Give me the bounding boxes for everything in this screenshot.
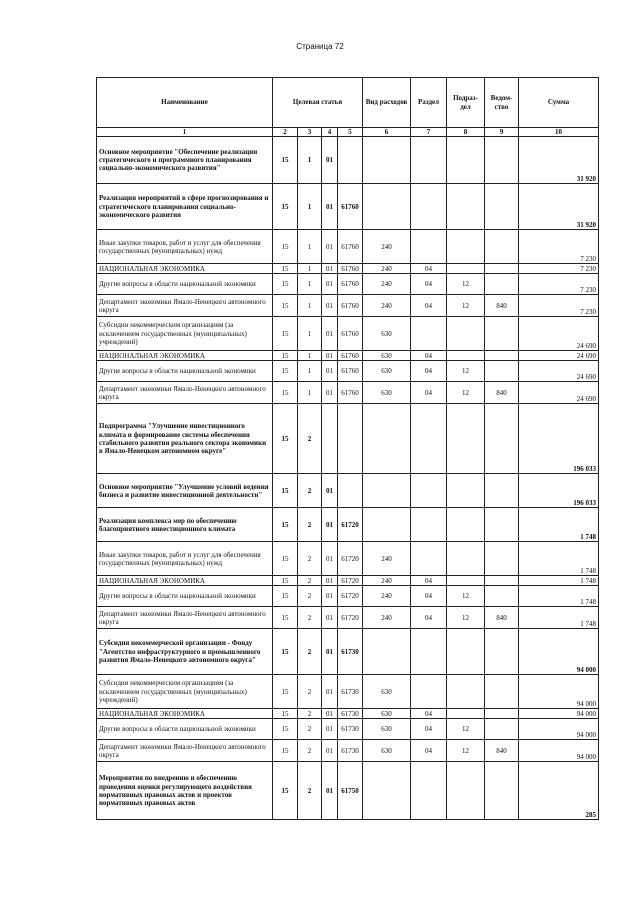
table-row xyxy=(97,508,599,542)
row-direction-code: 61750 xyxy=(338,762,363,820)
row-direction-code: 61760 xyxy=(338,382,363,404)
table-row xyxy=(97,361,599,382)
row-subprogram-code: 1 xyxy=(298,184,322,230)
row-sum: 94 000 xyxy=(519,629,599,675)
table-row xyxy=(97,264,599,274)
row-name: Основное мероприятие "Улучшение условий ведения бизнеса и развитие инвестиционной деятельности" xyxy=(97,474,273,508)
row-direction-code xyxy=(338,474,363,508)
row-subsection: 12 xyxy=(447,740,485,762)
row-department xyxy=(485,317,519,351)
table-row xyxy=(97,740,599,762)
row-program-code: 15 xyxy=(273,404,298,474)
row-department xyxy=(485,361,519,382)
row-name: Департамент экономики Ямало-Ненецкого автономного округа xyxy=(97,295,273,317)
row-department xyxy=(485,474,519,508)
row-department: 840 xyxy=(485,295,519,317)
row-name: Субсидии некоммерческим организациям (за исключением государственных (муниципальных) учреждений) xyxy=(97,675,273,709)
row-direction-code: 61730 xyxy=(338,719,363,740)
row-section: 04 xyxy=(411,709,447,719)
row-department xyxy=(485,629,519,675)
row-event-code: 01 xyxy=(322,264,338,274)
row-expense-type: 630 xyxy=(363,317,411,351)
row-name: Иные закупки товаров, работ и услуг для обеспечения государственных (муниципальных) нужд xyxy=(97,230,273,264)
row-expense-type: 240 xyxy=(363,274,411,295)
row-expense-type xyxy=(363,508,411,542)
row-name: Подпрограмма "Улучшение инвестиционного климата и формирование системы обеспечения стабильного развития реального сектора экономики в Ямало-Ненецком автономном округе" xyxy=(97,404,273,474)
row-department xyxy=(485,586,519,607)
header-subsection: Подраз-дел xyxy=(447,78,485,128)
row-direction-code: 61760 xyxy=(338,274,363,295)
row-expense-type: 240 xyxy=(363,607,411,629)
row-subsection xyxy=(447,576,485,586)
row-sum: 196 033 xyxy=(519,404,599,474)
row-subsection xyxy=(447,351,485,361)
row-direction-code: 61760 xyxy=(338,230,363,264)
table-row xyxy=(97,719,599,740)
row-department xyxy=(485,542,519,576)
table-row xyxy=(97,295,599,317)
row-subprogram-code: 2 xyxy=(298,586,322,607)
row-direction-code: 61760 xyxy=(338,184,363,230)
row-department xyxy=(485,274,519,295)
row-subsection: 12 xyxy=(447,382,485,404)
row-program-code: 15 xyxy=(273,382,298,404)
row-department: 840 xyxy=(485,382,519,404)
row-program-code: 15 xyxy=(273,607,298,629)
row-direction-code xyxy=(338,137,363,184)
row-section: 04 xyxy=(411,740,447,762)
row-expense-type: 240 xyxy=(363,542,411,576)
row-sum: 24 690 xyxy=(519,382,599,404)
header-sum: Сумма xyxy=(519,78,599,128)
row-event-code: 01 xyxy=(322,675,338,709)
row-subprogram-code: 1 xyxy=(298,361,322,382)
row-sum: 7 230 xyxy=(519,230,599,264)
table-row xyxy=(97,382,599,404)
row-event-code: 01 xyxy=(322,382,338,404)
header-section: Раздел xyxy=(411,78,447,128)
row-event-code: 01 xyxy=(322,762,338,820)
row-sum: 94 000 xyxy=(519,740,599,762)
row-subsection: 12 xyxy=(447,586,485,607)
row-expense-type xyxy=(363,762,411,820)
row-sum: 94 000 xyxy=(519,709,599,719)
row-subsection xyxy=(447,542,485,576)
row-name: Субсидии некоммерческим организациям (за исключением государственных (муниципальных) учреждений) xyxy=(97,317,273,351)
row-name: Реализация комплекса мер по обеспечению благоприятного инвестиционного климата xyxy=(97,508,273,542)
row-name: Другие вопросы в области национальной экономики xyxy=(97,586,273,607)
row-department xyxy=(485,709,519,719)
row-section: 04 xyxy=(411,382,447,404)
row-expense-type xyxy=(363,137,411,184)
row-sum: 1 748 xyxy=(519,542,599,576)
row-subsection xyxy=(447,137,485,184)
row-direction-code: 61720 xyxy=(338,576,363,586)
row-subsection: 12 xyxy=(447,719,485,740)
row-subprogram-code: 2 xyxy=(298,576,322,586)
column-number: 10 xyxy=(519,128,599,137)
row-program-code: 15 xyxy=(273,274,298,295)
row-event-code: 01 xyxy=(322,719,338,740)
column-number-row xyxy=(97,128,599,137)
row-direction-code: 61760 xyxy=(338,264,363,274)
row-section: 04 xyxy=(411,576,447,586)
table-row xyxy=(97,762,599,820)
row-department xyxy=(485,351,519,361)
row-expense-type xyxy=(363,404,411,474)
table-row xyxy=(97,474,599,508)
row-sum: 7 230 xyxy=(519,264,599,274)
row-subsection xyxy=(447,264,485,274)
column-number: 6 xyxy=(363,128,411,137)
row-event-code: 01 xyxy=(322,184,338,230)
row-subsection xyxy=(447,508,485,542)
row-program-code: 15 xyxy=(273,629,298,675)
row-subprogram-code: 1 xyxy=(298,264,322,274)
row-program-code: 15 xyxy=(273,351,298,361)
table-body xyxy=(97,137,599,820)
row-subsection xyxy=(447,317,485,351)
header-target-article: Целевая статья xyxy=(273,78,363,128)
row-name: Другие вопросы в области национальной экономики xyxy=(97,274,273,295)
row-sum: 24 690 xyxy=(519,351,599,361)
row-event-code: 01 xyxy=(322,576,338,586)
row-subprogram-code: 1 xyxy=(298,137,322,184)
row-section xyxy=(411,474,447,508)
row-expense-type: 630 xyxy=(363,382,411,404)
row-section xyxy=(411,762,447,820)
row-event-code: 01 xyxy=(322,230,338,264)
row-subsection: 12 xyxy=(447,607,485,629)
row-event-code: 01 xyxy=(322,607,338,629)
row-program-code: 15 xyxy=(273,474,298,508)
row-expense-type: 630 xyxy=(363,675,411,709)
row-sum: 1 748 xyxy=(519,586,599,607)
row-event-code: 01 xyxy=(322,709,338,719)
table-row xyxy=(97,274,599,295)
row-name: НАЦИОНАЛЬНАЯ ЭКОНОМИКА xyxy=(97,576,273,586)
row-section: 04 xyxy=(411,719,447,740)
row-subsection: 12 xyxy=(447,295,485,317)
row-name: Основное мероприятие "Обеспечение реализации стратегического и программного планирования социально-экономического развития" xyxy=(97,137,273,184)
row-direction-code: 61720 xyxy=(338,586,363,607)
row-section xyxy=(411,675,447,709)
column-number: 7 xyxy=(411,128,447,137)
table-row xyxy=(97,629,599,675)
row-section: 04 xyxy=(411,361,447,382)
row-sum: 7 230 xyxy=(519,274,599,295)
column-number: 1 xyxy=(97,128,273,137)
row-section: 04 xyxy=(411,586,447,607)
row-direction-code: 61720 xyxy=(338,508,363,542)
row-subprogram-code: 1 xyxy=(298,274,322,295)
row-program-code: 15 xyxy=(273,762,298,820)
row-sum: 1 748 xyxy=(519,607,599,629)
header-department: Ведом-ство xyxy=(485,78,519,128)
row-section: 04 xyxy=(411,274,447,295)
row-subprogram-code: 1 xyxy=(298,230,322,264)
row-department xyxy=(485,762,519,820)
row-program-code: 15 xyxy=(273,740,298,762)
row-department xyxy=(485,264,519,274)
row-subprogram-code: 2 xyxy=(298,508,322,542)
row-event-code: 01 xyxy=(322,586,338,607)
table-row xyxy=(97,675,599,709)
row-sum: 7 230 xyxy=(519,295,599,317)
row-name: Иные закупки товаров, работ и услуг для обеспечения государственных (муниципальных) нужд xyxy=(97,542,273,576)
row-name: Субсидия некоммерческой организации - Фонду "Агентство инфраструктурного и промышленного развития Ямало-Ненецкого автономного округа" xyxy=(97,629,273,675)
row-direction-code: 61730 xyxy=(338,740,363,762)
row-section: 04 xyxy=(411,607,447,629)
row-expense-type: 240 xyxy=(363,576,411,586)
row-expense-type: 240 xyxy=(363,230,411,264)
row-sum: 31 920 xyxy=(519,137,599,184)
row-expense-type: 630 xyxy=(363,719,411,740)
row-event-code: 01 xyxy=(322,629,338,675)
row-subprogram-code: 2 xyxy=(298,719,322,740)
row-department: 840 xyxy=(485,740,519,762)
row-subsection xyxy=(447,404,485,474)
row-department xyxy=(485,230,519,264)
row-expense-type xyxy=(363,474,411,508)
row-program-code: 15 xyxy=(273,586,298,607)
row-name: Департамент экономики Ямало-Ненецкого автономного округа xyxy=(97,607,273,629)
row-sum: 94 000 xyxy=(519,719,599,740)
row-program-code: 15 xyxy=(273,295,298,317)
row-department xyxy=(485,719,519,740)
row-subprogram-code: 2 xyxy=(298,629,322,675)
row-expense-type: 630 xyxy=(363,351,411,361)
row-direction-code xyxy=(338,404,363,474)
row-department xyxy=(485,404,519,474)
column-number: 4 xyxy=(322,128,338,137)
row-department xyxy=(485,508,519,542)
row-name: НАЦИОНАЛЬНАЯ ЭКОНОМИКА xyxy=(97,264,273,274)
row-sum: 285 xyxy=(519,762,599,820)
row-expense-type xyxy=(363,629,411,675)
row-name: Другие вопросы в области национальной экономики xyxy=(97,361,273,382)
row-department xyxy=(485,576,519,586)
row-direction-code: 61730 xyxy=(338,675,363,709)
row-department xyxy=(485,184,519,230)
row-event-code: 01 xyxy=(322,274,338,295)
row-event-code: 01 xyxy=(322,361,338,382)
row-expense-type: 630 xyxy=(363,709,411,719)
header-expense-type: Вид расходов xyxy=(363,78,411,128)
row-expense-type: 630 xyxy=(363,361,411,382)
row-subprogram-code: 1 xyxy=(298,295,322,317)
row-section xyxy=(411,230,447,264)
row-department xyxy=(485,137,519,184)
row-program-code: 15 xyxy=(273,675,298,709)
row-event-code: 01 xyxy=(322,474,338,508)
row-section xyxy=(411,508,447,542)
row-direction-code: 61720 xyxy=(338,542,363,576)
column-number: 2 xyxy=(273,128,298,137)
row-program-code: 15 xyxy=(273,230,298,264)
row-program-code: 15 xyxy=(273,508,298,542)
row-section xyxy=(411,629,447,675)
row-expense-type: 630 xyxy=(363,740,411,762)
row-event-code xyxy=(322,404,338,474)
row-direction-code: 61730 xyxy=(338,629,363,675)
row-direction-code: 61760 xyxy=(338,361,363,382)
row-program-code: 15 xyxy=(273,184,298,230)
column-number: 5 xyxy=(338,128,363,137)
row-section xyxy=(411,184,447,230)
table-row xyxy=(97,351,599,361)
column-number: 9 xyxy=(485,128,519,137)
row-name: НАЦИОНАЛЬНАЯ ЭКОНОМИКА xyxy=(97,351,273,361)
row-program-code: 15 xyxy=(273,542,298,576)
row-event-code: 01 xyxy=(322,137,338,184)
row-program-code: 15 xyxy=(273,264,298,274)
row-direction-code: 61760 xyxy=(338,351,363,361)
page-number-label: Страница 72 xyxy=(296,42,344,51)
row-subprogram-code: 1 xyxy=(298,317,322,351)
row-sum: 1 748 xyxy=(519,508,599,542)
table-row xyxy=(97,230,599,264)
row-sum: 31 920 xyxy=(519,184,599,230)
row-sum: 24 690 xyxy=(519,361,599,382)
table-row xyxy=(97,542,599,576)
row-subprogram-code: 2 xyxy=(298,762,322,820)
row-subprogram-code: 2 xyxy=(298,607,322,629)
row-subsection xyxy=(447,474,485,508)
row-name: Департамент экономики Ямало-Ненецкого автономного округа xyxy=(97,740,273,762)
row-name: Реализация мероприятий в сфере прогнозирования и стратегического планирования социально-экономического развития xyxy=(97,184,273,230)
row-name: Департамент экономики Ямало-Ненецкого автономного округа xyxy=(97,382,273,404)
table-row xyxy=(97,709,599,719)
row-subprogram-code: 1 xyxy=(298,382,322,404)
row-subsection xyxy=(447,184,485,230)
row-section xyxy=(411,317,447,351)
row-program-code: 15 xyxy=(273,709,298,719)
row-event-code: 01 xyxy=(322,542,338,576)
row-section xyxy=(411,404,447,474)
row-direction-code: 61720 xyxy=(338,607,363,629)
row-event-code: 01 xyxy=(322,317,338,351)
table-row xyxy=(97,184,599,230)
budget-table xyxy=(96,77,599,820)
row-direction-code: 61760 xyxy=(338,317,363,351)
row-program-code: 15 xyxy=(273,576,298,586)
row-section: 04 xyxy=(411,295,447,317)
row-subprogram-code: 2 xyxy=(298,709,322,719)
row-name: Другие вопросы в области национальной экономики xyxy=(97,719,273,740)
row-sum: 1 748 xyxy=(519,576,599,586)
column-number: 3 xyxy=(298,128,322,137)
row-event-code: 01 xyxy=(322,295,338,317)
row-sum: 24 690 xyxy=(519,317,599,351)
row-subsection xyxy=(447,629,485,675)
row-subprogram-code: 2 xyxy=(298,740,322,762)
table-row xyxy=(97,317,599,351)
row-event-code: 01 xyxy=(322,508,338,542)
row-department: 840 xyxy=(485,607,519,629)
row-expense-type: 240 xyxy=(363,264,411,274)
row-expense-type: 240 xyxy=(363,586,411,607)
row-event-code: 01 xyxy=(322,740,338,762)
row-sum: 94 000 xyxy=(519,675,599,709)
row-subsection: 12 xyxy=(447,274,485,295)
row-program-code: 15 xyxy=(273,361,298,382)
column-number: 8 xyxy=(447,128,485,137)
row-name: Мероприятия по внедрению и обеспечению проведения оценки регулирующего воздействия нормативных правовых актов и проектов нормативных правовых актов xyxy=(97,762,273,820)
table-row xyxy=(97,586,599,607)
row-subprogram-code: 2 xyxy=(298,675,322,709)
row-section: 04 xyxy=(411,264,447,274)
row-program-code: 15 xyxy=(273,137,298,184)
row-subsection xyxy=(447,762,485,820)
row-program-code: 15 xyxy=(273,719,298,740)
row-subsection: 12 xyxy=(447,361,485,382)
row-subsection xyxy=(447,675,485,709)
row-section: 04 xyxy=(411,351,447,361)
table-row xyxy=(97,607,599,629)
row-subsection xyxy=(447,230,485,264)
row-direction-code: 61760 xyxy=(338,295,363,317)
table-row xyxy=(97,137,599,184)
row-subprogram-code: 2 xyxy=(298,404,322,474)
row-subprogram-code: 2 xyxy=(298,542,322,576)
row-sum: 196 033 xyxy=(519,474,599,508)
table-row xyxy=(97,576,599,586)
header-name: Наименование xyxy=(97,78,273,128)
row-program-code: 15 xyxy=(273,317,298,351)
row-section xyxy=(411,137,447,184)
row-section xyxy=(411,542,447,576)
row-subprogram-code: 2 xyxy=(298,474,322,508)
row-department xyxy=(485,675,519,709)
row-event-code: 01 xyxy=(322,351,338,361)
table-row xyxy=(97,404,599,474)
row-subsection xyxy=(447,709,485,719)
row-subprogram-code: 1 xyxy=(298,351,322,361)
row-expense-type: 240 xyxy=(363,295,411,317)
row-direction-code: 61730 xyxy=(338,709,363,719)
row-expense-type xyxy=(363,184,411,230)
row-name: НАЦИОНАЛЬНАЯ ЭКОНОМИКА xyxy=(97,709,273,719)
